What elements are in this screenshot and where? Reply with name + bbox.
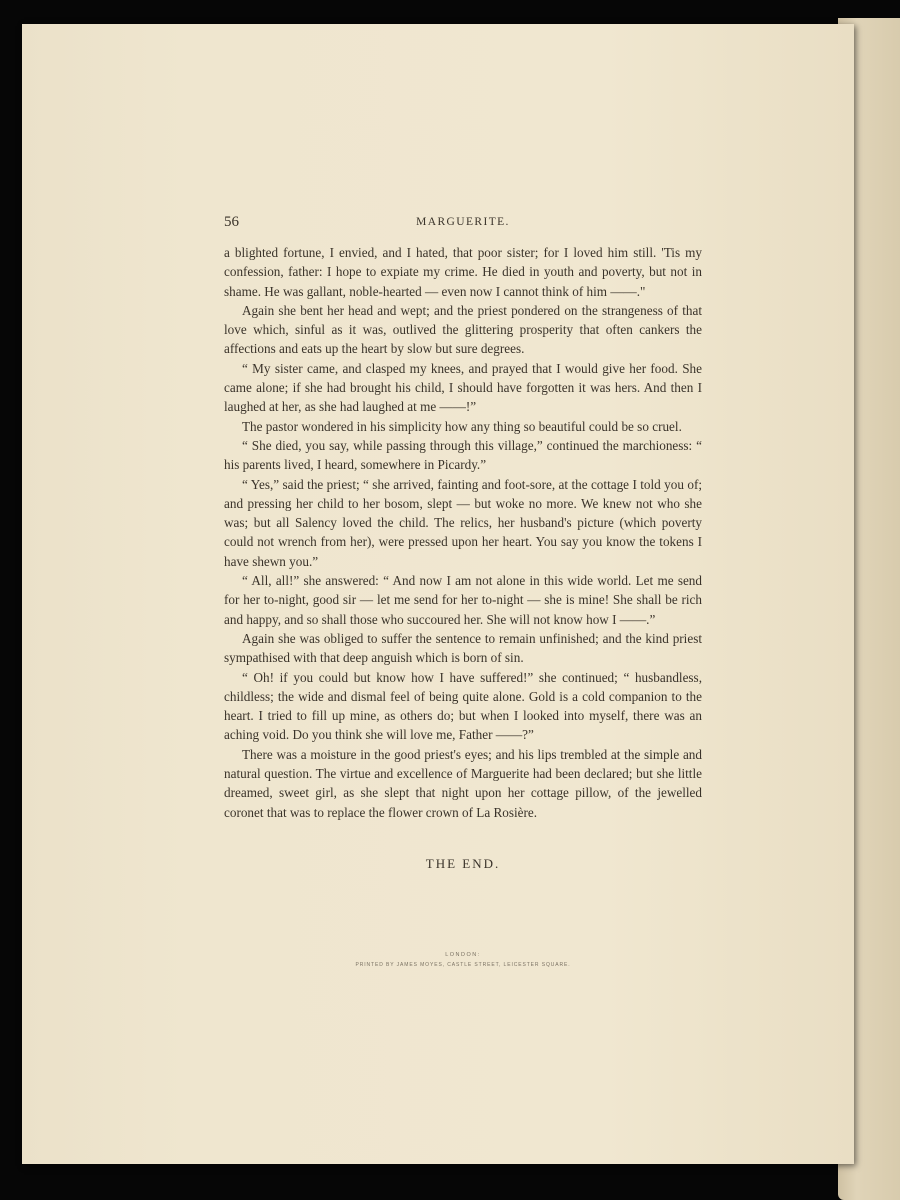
imprint-city: LONDON: [445, 952, 481, 958]
paragraph-9: “ Oh! if you could but know how I have suffered!” she continued; “ husbandless, childless; the wide and dismal feel of being quite alone. Gold is a cold companion to the heart. I tried to fill up mine, as others do; but when I looked into myself, there was an aching void. Do you think she will love me, Father ——?” [224, 669, 702, 743]
running-title: MARGUERITE. [416, 216, 510, 228]
printer-imprint [224, 950, 702, 970]
running-head [224, 214, 702, 234]
paragraph-2: Again she bent her head and wept; and the priest pondered on the strangeness of that love which, sinful as it was, outlived the glittering prosperity that often cankers the affections and eats up the heart by slow but sure degrees. [224, 302, 702, 357]
book-page [22, 24, 854, 1164]
paragraph-1: a blighted fortune, I envied, and I hated, that poor sister; for I loved him still. 'Tis my confession, father: I hope to expiate my crime. He died in youth and poverty, but not in shame. He was gallant, noble-hearted — even now I cannot think of him ——." [224, 245, 702, 299]
paragraph-3: “ My sister came, and clasped my knees, and prayed that I would give her food. She came alone; if she had brought his child, I should have forgotten it was hers. And then I laughed at her, as she had laughed at me ——!” [224, 360, 702, 415]
body-text [224, 243, 702, 822]
page-number: 56 [224, 214, 239, 230]
paragraph-4: The pastor wondered in his simplicity how any thing so beautiful could be so cruel. [242, 418, 682, 434]
paragraph-5: “ She died, you say, while passing through this village,” continued the marchioness: “ his parents lived, I heard, somewhere in Picardy.” [224, 437, 702, 473]
imprint-printer: PRINTED BY JAMES MOYES, CASTLE STREET, LEICESTER SQUARE. [355, 962, 571, 968]
the-end-heading: THE END. [425, 856, 501, 871]
paragraph-7: “ All, all!” she answered: “ And now I am not alone in this wide world. Let me send for her to-night, good sir — let me send for her to-night — she is mine! She shall be rich and happy, and so shall those who succoured her. She will not know how I ——.” [224, 573, 702, 627]
paragraph-8: Again she was obliged to suffer the sentence to remain unfinished; and the kind priest sympathised with that deep anguish which is born of sin. [224, 630, 702, 666]
paragraph-6: “ Yes,” said the priest; “ she arrived, fainting and foot-sore, at the cottage I told you of; and pressing her child to her bosom, slept — but woke no more. We knew not who she was; but all Salency loved the child. The relics, her husband's picture (which poverty could not wrench from her), were pressed upon her heart. You say you know the tokens I have shewn you.” [224, 476, 702, 569]
paragraph-10: There was a moisture in the good priest's eyes; and his lips trembled at the simple and natural question. The virtue and excellence of Marguerite had been declared; but she little dreamed, sweet girl, as she slept that night upon her cottage pillow, of the jewelled coronet that was to replace the flower crown of La Rosière. [224, 746, 702, 820]
